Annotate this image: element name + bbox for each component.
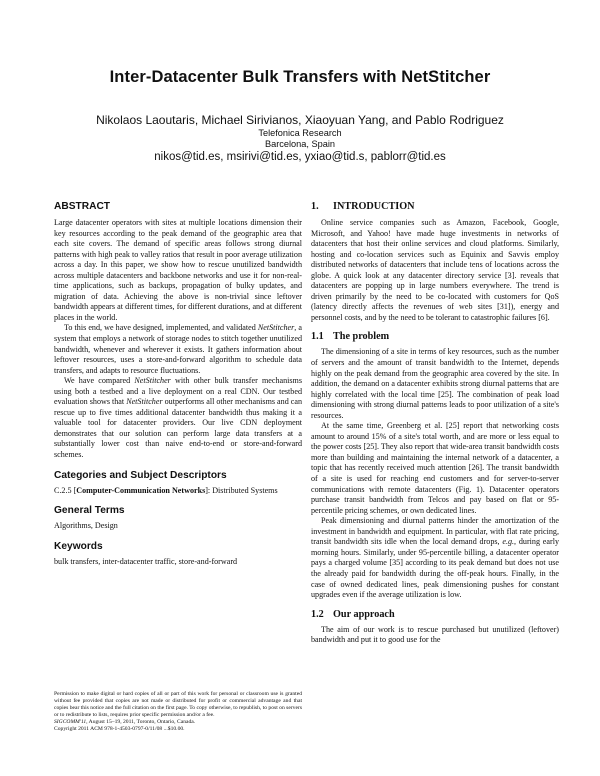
problem-paragraph-2: At the same time, Greenberg et al. [25] report that networking costs amount to around 15% of a site's total worth, and are more or less equal to the power costs [25]. They also report that wide-area transit bandwidth costs more than building and maintaining the internal network of a datacenter, a topic that has recently received much attention [26]. The transit bandwidth of a site is used for reaching end customers and for server-to-server communications with remote datacenters (Fig. 1). Datacenter operators purchase transit bandwidth from Telcos and pay based on flat or 95-percentile pricing schemes, or own dedicated lines.	[311, 421, 559, 515]
categories-heading: Categories and Subject Descriptors	[54, 469, 227, 481]
author-emails: nikos@tid.es, msirivi@tid.es, yxiao@tid.s, pablorr@tid.es	[154, 151, 446, 163]
general-terms-text: Algorithms, Design	[54, 521, 118, 531]
venue-name: SIGCOMM'11,	[54, 719, 88, 726]
venue-details: August 15–19, 2011, Toronto, Ontario, Canada.	[87, 719, 196, 726]
categories-text: C.2.5 [Computer-Communication Networks]: Distributed Systems	[54, 485, 278, 495]
abstract-paragraph-3: We have compared NetStitcher with other bulk transfer mechanisms using both a testbed and a live deployment on a real CDN. Our testbed evaluation shows that NetStitcher outperforms all other mechanisms and can rescue up to five times additional datacenter bandwidth thus making it a valuable tool for datacenter providers. Our live CDN deployment demonstrates that our solution can perform large data transfers at a substantially lower cost than naive end-to-end or store-and-forward schemes.	[54, 376, 302, 460]
abstract-paragraph-1: Large datacenter operators with sites at multiple locations dimension their key resources according to the peak demand of the geographic area that each site covers. The demand of specific areas follows strong diurnal patterns with high peak to valley ratios that result in poor average utilization across a day. In this paper, we show how to rescue unutilized bandwidth across multiple datacenters and backbone networks and use it for non-real-time applications, such as backups, propagation of bulky updates, and migration of data. Achieving the above is non-trivial since leftover bandwidth appears at different times, for different durations, and at different places in the world.	[54, 218, 302, 322]
keywords-heading: Keywords	[54, 540, 103, 552]
right-column	[311, 200, 559, 646]
permission-text: Permission to make digital or hard copies of all or part of this work for personal or classroom use is granted without fee provided that copies are not made or distributed for profit or commercial advantage and that copies bear this notice and the full citation on the first page. To copy otherwise, to republish, to post on servers or to redistribute to lists, requires prior specific permission and/or a fee.	[54, 691, 302, 719]
author-list: Nikolaos Laoutaris, Michael Sirivianos, Xiaoyuan Yang, and Pablo Rodriguez	[96, 113, 504, 127]
abstract-paragraph-2: To this end, we have designed, implemented, and validated NetStitcher, a system that employs a network of storage nodes to stitch together unutilized bandwidth, whenever and wherever it exists. It gathers information about leftover resources, uses a store-and-forward algorithm to schedule data transfers, and adapts to resource fluctuations.	[54, 323, 302, 375]
problem-paragraph-1: The dimensioning of a site in terms of key resources, such as the number of servers and the amount of transit bandwidth to the Internet, depends highly on the peak demand from the geographic area covered by the site. In addition, the demand on a datacenter exhibits strong diurnal patterns that are highly correlated with the local time [25]. The combination of peak load dimensioning with strong diurnal patterns leads to poor utilization of a site's resources.	[311, 347, 559, 420]
left-column	[54, 200, 302, 567]
affiliation: Telefonica Research	[258, 128, 342, 138]
general-terms-heading: General Terms	[54, 505, 125, 517]
problem-paragraph-3: Peak dimensioning and diurnal patterns hinder the amortization of the investment in bandwidth and equipment. In particular, with flat rate pricing, transit bandwidth sits idle when the local demand drops, e.g., during early morning hours. Similarly, under 95-percentile billing, a datacenter operator pays a charged volume [35] according to its peak demand but does not use the already paid for bandwidth during the off-peak hours. Finally, in the case of owned dedicated lines, peak dimensioning pushes for constant upgrades even if the average utilization is low.	[311, 516, 559, 600]
intro-paragraph-1: Online service companies such as Amazon, Facebook, Google, Microsoft, and Yahoo! have made huge investments in networks of datacenters that host their online services and cloud platforms. Similarly, hosting and co-location services such as Equinix and Savvis employ distributed networks of datacenters that include tens of locations across the globe. A quick look at any datacenter directory service [3]. reveals that datacenters are popping up in large numbers everywhere. The trend is driven primarily by the need to be co-located with customers for QoS (latency directly affects the revenues of web sites [31]), energy and personnel costs, and by the need to be tolerant to catastrophic failures [6].	[311, 218, 559, 322]
subsection-approach-heading: 1.2 Our approach	[311, 608, 395, 620]
copyright-line: Copyright 2011 ACM 978-1-4503-0797-0/11/08 ...$10.00.	[54, 726, 185, 733]
paper-title: Inter-Datacenter Bulk Transfers with NetStitcher	[109, 68, 491, 86]
section-introduction-heading: 1. INTRODUCTION	[311, 201, 415, 212]
permission-notice	[54, 691, 302, 734]
location: Barcelona, Spain	[265, 139, 335, 149]
abstract-heading: ABSTRACT	[54, 201, 111, 212]
approach-paragraph-1: The aim of our work is to rescue purchased but unutilized (leftover) bandwidth and put it to good use for the	[311, 624, 559, 645]
subsection-problem-heading: 1.1 The problem	[311, 331, 390, 343]
keywords-text: bulk transfers, inter-datacenter traffic, store-and-forward	[54, 556, 238, 566]
